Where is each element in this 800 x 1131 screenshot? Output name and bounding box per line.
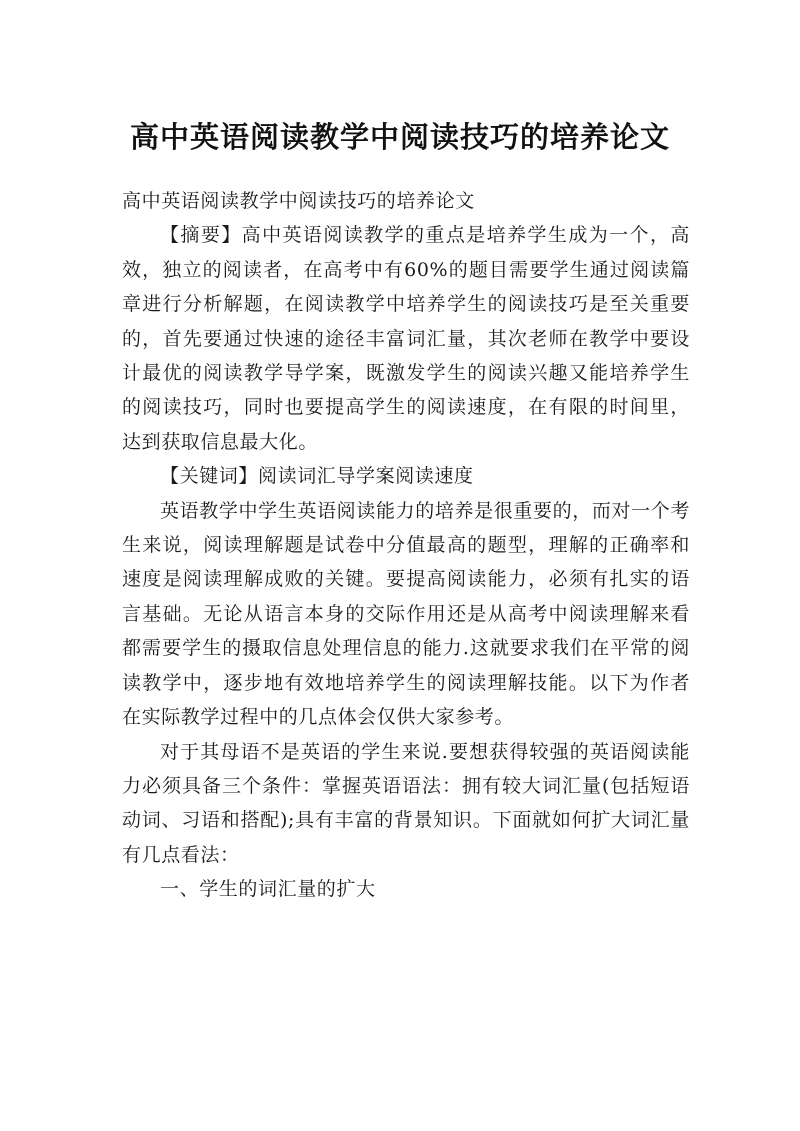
intro-paragraph: 英语教学中学生英语阅读能力的培养是很重要的，而对一个考生来说，阅读理解题是试卷中分值最高的题型，理解的正确率和速度是阅读理解成败的关键。要提高阅读能力，必须有扎实的语言基础。无论从语言本身的交际作用还是从高考中阅读理解来看都需要学生的摄取信息处理信息的能力.这就要求我们在平常的阅读教学中，逐步地有效地培养学生的阅读理解技能。以下为作者在实际教学过程中的几点体会仅供大家参考。 — [122, 499, 690, 729]
subtitle-paragraph: 高中英语阅读教学中阅读技巧的培养论文 — [122, 190, 475, 212]
section-heading: 一、学生的词汇量的扩大 — [160, 878, 376, 901]
conditions-paragraph: 对于其母语不是英语的学生来说.要想获得较强的英语阅读能力必须具备三个条件：掌握英语语法：拥有较大词汇量(包括短语动词、习语和搭配);具有丰富的背景知识。下面就如何扩大词汇量有几点看法： — [122, 740, 690, 866]
document-title: 高中英语阅读教学中阅读技巧的培养论文 — [129, 120, 670, 155]
abstract-paragraph: 【摘要】高中英语阅读教学的重点是培养学生成为一个，高效，独立的阅读者，在高考中有60%的题目需要学生通过阅读篇章进行分析解题，在阅读教学中培养学生的阅读技巧是至关重要的，首先要通过快速的途径丰富词汇量，其次老师在教学中要设计最优的阅读教学导学案，既激发学生的阅读兴趣又能培养学生的阅读技巧，同时也要提高学生的阅读速度，在有限的时间里，达到获取信息最大化。 — [122, 224, 690, 453]
document-body — [122, 184, 690, 907]
keywords-paragraph: 【关键词】阅读词汇导学案阅读速度 — [160, 465, 474, 488]
